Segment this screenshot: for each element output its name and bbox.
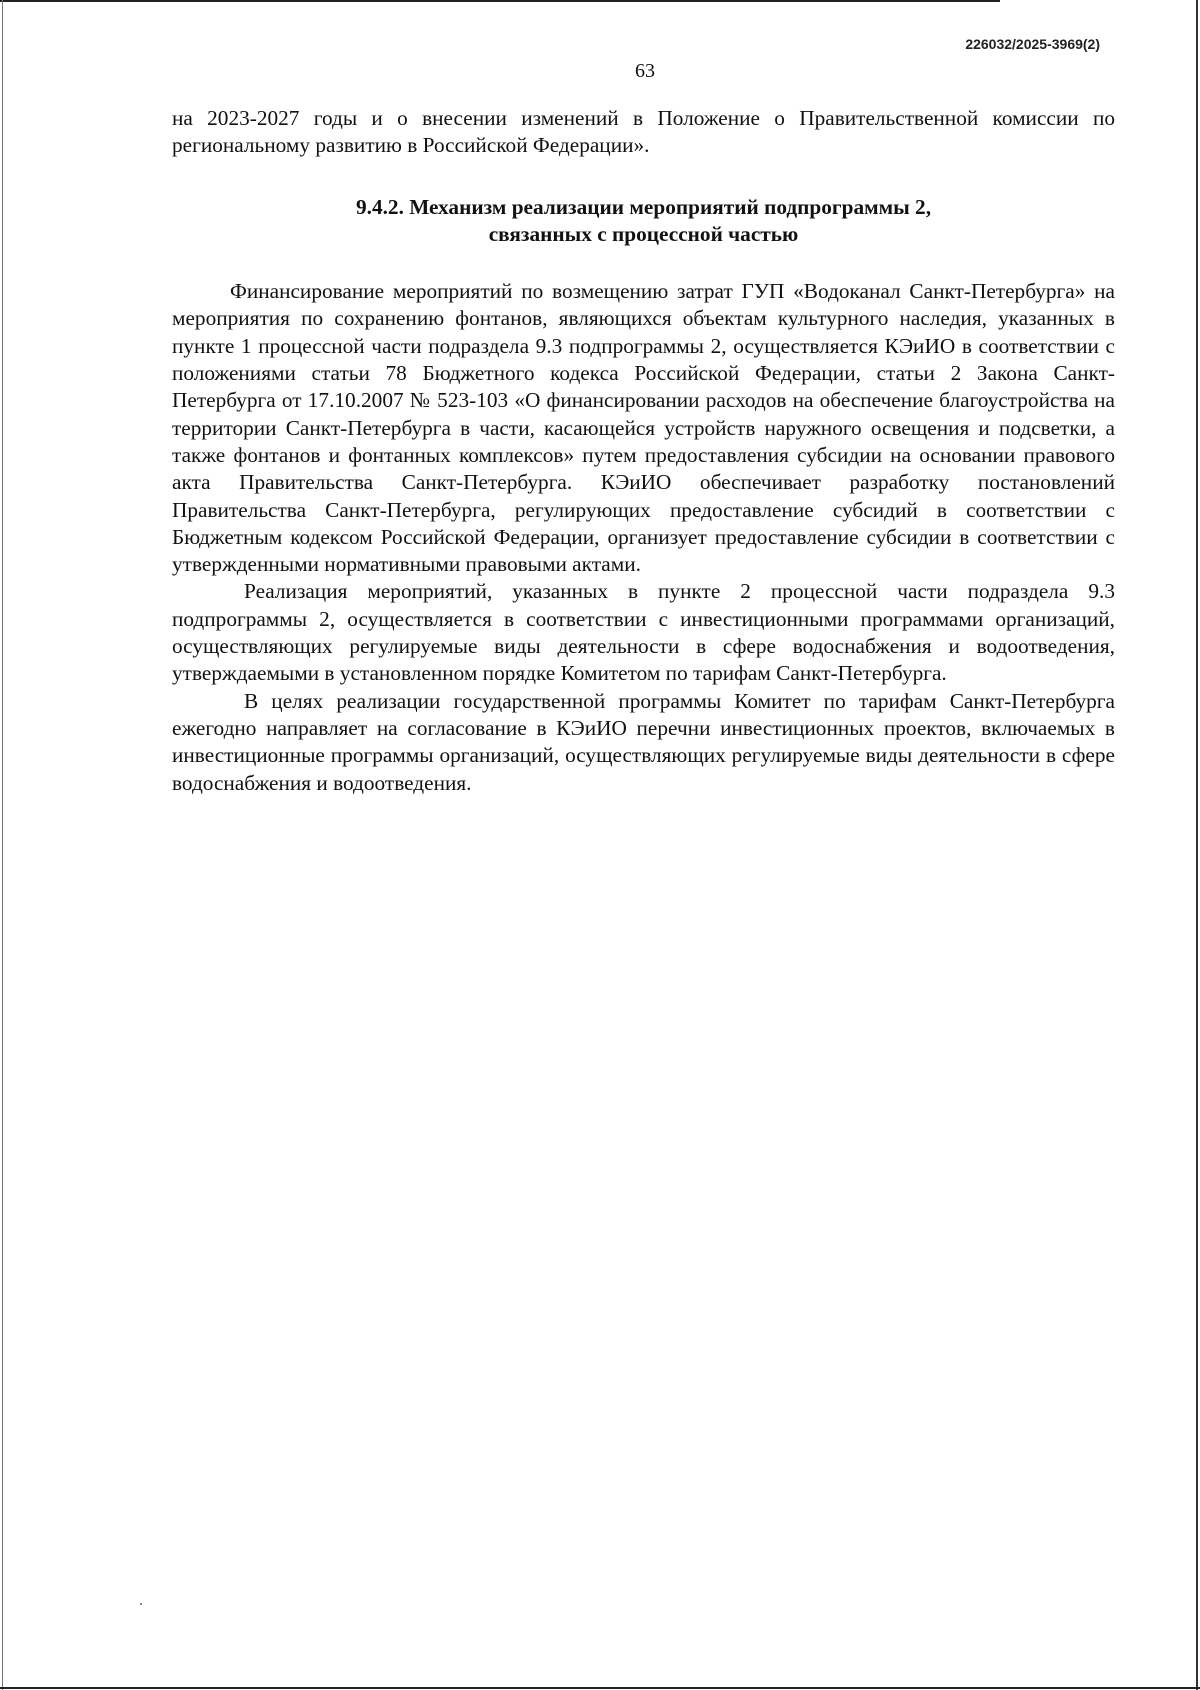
- paragraph-financing: Финансирование мероприятий по возмещению затрат ГУП «Водоканал Санкт-Петербурга» на мероприятия по сохранению фонтанов, являющихся объектам культурного наследия, указанных в пункте 1 процессной части подраздела 9.3 подпрограммы 2, осуществляется КЭиИО в соответствии с положениями статьи 78 Бюджетного кодекса Российской Федерации, статьи 2 Закона Санкт-Петербурга от 17.10.2007 № 523-103 «О финансировании расходов на обеспечение благоустройства на территории Санкт-Петербурга в части, касающейся устройств наружного освещения и подсветки, а также фонтанов и фонтанных комплексов» путем предоставления субсидии на основании правового акта Правительства Санкт-Петербурга. КЭиИО обеспечивает разработку постановлений Правительства Санкт-Петербурга, регулирующих предоставление субсидий в соответствии с Бюджетным кодексом Российской Федерации, организует предоставление субсидии в соответствии с утвержденными нормативными правовыми актами.: [172, 279, 1115, 577]
- section-title-line-1: 9.4.2. Механизм реализации мероприятий подпрограммы 2,: [355, 194, 932, 219]
- page-frame-top: [0, 0, 1000, 2]
- page-frame-bottom: [0, 1687, 1200, 1689]
- page-frame-right: [1196, 0, 1198, 1690]
- paragraph-implementation: Реализация мероприятий, указанных в пункте 2 процессной части подраздела 9.3 подпрограммы 2, осуществляется в соответствии с инвестиционными программами организаций, осуществляющих регулируемые виды деятельности в сфере водоснабжения и водоотведения, утверждаемыми в установленном порядке Комитетом по тарифам Санкт-Петербурга.: [172, 579, 1115, 686]
- section-title: [172, 194, 1115, 249]
- registration-number: 226032/2025-3969(2): [965, 36, 1100, 52]
- page-number: 63: [635, 60, 655, 82]
- paragraph-tariff-committee: В целях реализации государственной программы Комитет по тарифам Санкт-Петербурга ежегодно направляет на согласование в КЭиИО перечни инвестиционных проектов, включаемых в инвестиционные программы организаций, осуществляющих регулируемые виды деятельности в сфере водоснабжения и водоотведения.: [172, 688, 1115, 795]
- intro-paragraph: на 2023-2027 годы и о внесении изменений в Положение о Правительственной комиссии по региональному развитию в Российской Федерации».: [172, 106, 1115, 158]
- document-body: [172, 105, 1115, 797]
- scan-dot: [140, 1603, 142, 1605]
- section-title-line-2: связанных с процессной частью: [488, 221, 799, 246]
- page-frame-left: [2, 0, 3, 1690]
